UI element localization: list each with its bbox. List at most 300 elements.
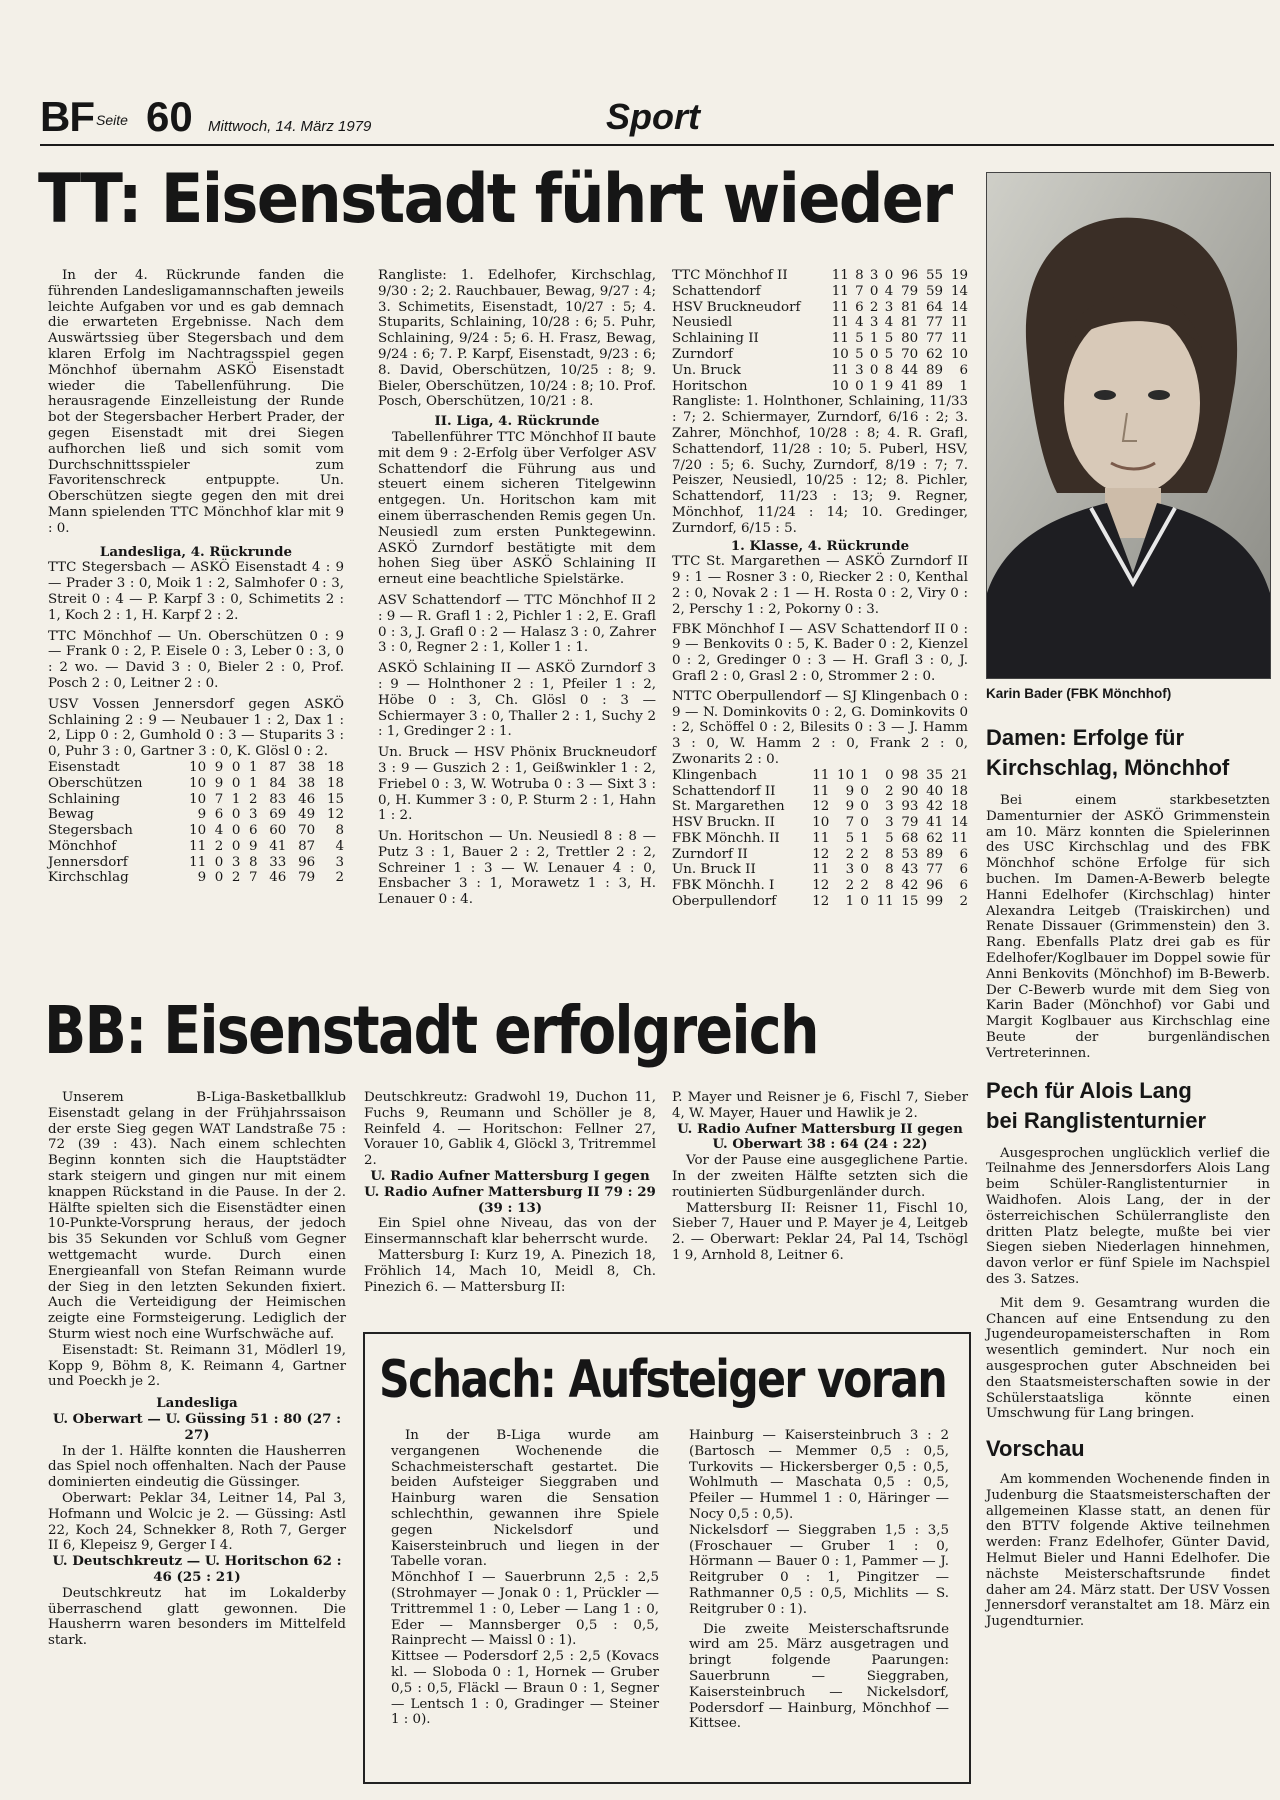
bb-match-2-text: Deutschkreutz hat im Lokalderby überraschend glatt gewonnen. Die Hausherrn waren besonders im Mittelfeld stark. [48, 1585, 346, 1649]
tt-liga2-intro: Tabellenführer TTC Mönchhof II baute mit dem 9 : 2-Erfolg über Verfolger ASV Schattendorf die Führung aus und steuert einem sicheren Titelgewinn entgegen. Un. Horitschon kam mit einem überraschenden Remis gegen Un. Neusiedl zum ersten Punktegewinn. ASKÖ Zurndorf bestätigte mit dem hohen Sieg über ASKÖ Schlaining II erneut eine beachtliche Spielstärke. [378, 429, 656, 588]
pech-paragraph-1: Ausgesprochen unglücklich verlief die Teilnahme des Jennersdorfers Alois Lang beim Schüler-Ranglistenturnier in Waidhofen. Alois Lang, der in der österreichischen Schülerrangliste den dritten Platz belegte, mußte bei vier Siegen sieben Niederlagen hinnehmen, davon verlor er fünf Spiele im Nachspiel des 3. Satzes. [986, 1145, 1270, 1287]
stat-cell: 1 [249, 759, 258, 775]
stat-cell: 2 [845, 846, 855, 862]
standings-row [672, 815, 968, 831]
stat-cell: 4 [335, 838, 344, 854]
stat-cell: 11 [812, 830, 830, 846]
stat-cell: 40 [926, 783, 944, 799]
team-name: Mönchhof [48, 838, 117, 854]
stat-cell: 9 [197, 807, 207, 823]
stat-cell: 14 [950, 815, 968, 831]
stat-cell: 3 [335, 854, 344, 870]
stat-cell: 15 [901, 894, 919, 910]
team-name: Schlaining [48, 791, 120, 807]
standings-row [48, 760, 344, 776]
standings-row [672, 268, 968, 284]
stat-cell: 0 [860, 862, 869, 878]
stat-cell: 41 [269, 838, 287, 854]
standings-row [672, 284, 968, 300]
tt-column-3 [672, 268, 968, 910]
stat-cell: 2 [869, 299, 879, 315]
stat-cell: 8 [885, 862, 894, 878]
bb-subhead-landesliga: Landesliga [156, 1395, 238, 1412]
stat-cell: 4 [855, 315, 864, 331]
stat-cell: 1 [959, 378, 968, 394]
stat-cell: 9 [214, 759, 224, 775]
standings-row [672, 799, 968, 815]
standings-row [48, 776, 344, 792]
stat-cell: 6 [959, 878, 968, 894]
stat-cell: 11 [831, 331, 849, 347]
stat-cell: 99 [926, 894, 944, 910]
stat-cell: 79 [901, 283, 919, 299]
damen-text: Bei einem starkbesetzten Damenturnier der ASKÖ Grimmenstein am 10. März konnten die Spielerinnen des USC Kirchschlag und des FBK Mönchhof schöne Erfolge für sich buchen. Im Damen-A-Bewerb belegte Hanni Edelhofer (Kirchschlag) hinter Alexandra Leitgeb (Traiskirchen) und Renate Dissauer (Grimmenstein) den 3. Rang. Ebenfalls Platz drei gab es für Edelhofer/Koglbauer im Doppel sowie für Anni Benkovits (Mönchhof) im B-Bewerb. Der C-Bewerb wurde mit dem Sieg von Karin Bader (Mönchhof) vor Gabi und Margit Koglbauer aus Kirchschlag eine Beute der burgenländischen Vertreterinnen. [986, 793, 1270, 1061]
stat-cell: 6 [214, 807, 224, 823]
stat-cell: 15 [326, 791, 344, 807]
stat-cell: 0 [231, 775, 241, 791]
stat-cell: 9 [214, 775, 224, 791]
portrait-photo [986, 172, 1271, 679]
stat-cell: 0 [214, 870, 224, 886]
tt-match-8: TTC St. Margarethen — ASKÖ Zurndorf II 9 : 1 — Rosner 3 : 0, Riecker 2 : 0, Kenthal 2 : 0, Novak 2 : 1 — H. Rosta 0 : 2, Viry 0 : 2, Perschy 1 : 2, Pokorny 0 : 3. [672, 554, 968, 617]
stat-cell: 98 [901, 767, 919, 783]
standings-row [672, 363, 968, 379]
stat-cell: 0 [885, 767, 894, 783]
tt-match-3: USV Vossen Jennersdorf gegen ASKÖ Schlaining 2 : 9 — Neubauer 1 : 2, Dax 1 : 2, Lipp 0 : 2, Gumhold 0 : 3 — Stuparits 3 : 0, Puhr 3 : 0, Gartner 3 : 0, K. Glösl 0 : 2. [48, 696, 344, 760]
standings-row [48, 855, 344, 871]
bb-intro: Unserem B-Liga-Basketballklub Eisenstadt gelang in der Frühjahrssaison der erste Sieg gegen WAT Landstraße 75 : 72 (39 : 43). Nach einem schlechten Beginn konnten sich die Hauptstädter stark steigern und gingen nur mit einem knappen Rückstand in die Pause. In der 2. Hälfte spielten sich die Eisenstädter einen 10-Punkte-Vorsprung heraus, der jedoch bis 35 Sekunden vor Schluß vom Gegner wettgemacht wurde. Durch einen Energieanfall von Stefan Reimann wurde der Sieg in den letzten Sekunden fixiert. Auch die Verteidigung der Heimischen zeigte eine Formsteigerung. Lediglich der Sturm wiest noch eine Wurfschwäche auf. [48, 1090, 346, 1342]
stat-cell: 46 [269, 870, 287, 886]
stat-cell: 1 [869, 331, 879, 347]
team-name: Un. Bruck [672, 362, 741, 378]
stat-cell: 77 [925, 331, 944, 347]
stat-cell: 44 [901, 362, 919, 378]
bb-column-3 [672, 1090, 968, 1264]
team-name: Bewag [48, 807, 94, 823]
team-name: Stegersbach [48, 823, 133, 839]
stat-cell: 0 [869, 346, 879, 362]
team-name: Schlaining II [672, 331, 759, 347]
standings-row [672, 768, 968, 784]
stat-cell: 0 [860, 799, 869, 815]
stat-cell: 11 [812, 767, 830, 783]
stat-cell: 2 [335, 870, 344, 886]
stat-cell: 19 [950, 268, 968, 283]
stat-cell: 11 [831, 362, 849, 378]
tt-match-2: TTC Mönchhof — Un. Oberschützen 0 : 9 — Frank 0 : 2, P. Eisele 0 : 3, Leber 0 : 3, 0 : 2 wo. — David 3 : 0, Bieler 2 : 0, Prof. Posch 2 : 0, Leitner 2 : 0. [48, 628, 344, 691]
standings-row [672, 831, 968, 847]
team-name: Neusiedl [672, 315, 733, 331]
stat-cell: 7 [855, 283, 864, 299]
stat-cell: 12 [812, 846, 830, 862]
stat-cell: 3 [869, 315, 879, 331]
tt-subhead-klasse1: 1. Klasse, 4. Rückrunde [730, 537, 910, 554]
landesliga-table [48, 760, 344, 886]
stat-cell: 11 [812, 783, 830, 799]
stat-cell: 77 [926, 862, 944, 878]
stat-cell: 80 [901, 331, 919, 347]
pech-headline-2: bei Ranglistenturnier [986, 1107, 1207, 1133]
stat-cell: 11 [950, 315, 968, 331]
stat-cell: 93 [901, 799, 919, 815]
stat-cell: 49 [298, 807, 316, 823]
stat-cell: 81 [901, 299, 919, 315]
bb-match-3-text: Ein Spiel ohne Niveau, das von der Einsermannschaft klar beherrscht wurde. [364, 1216, 656, 1248]
stat-cell: 11 [876, 894, 894, 910]
sidebar [986, 723, 1270, 1630]
stat-cell: 18 [950, 799, 968, 815]
tt-match-10: NTTC Oberpullendorf — SJ Klingenbach 0 : 9 — N. Dominkovits 0 : 2, G. Dominkovits 0 : 2, Schöffel 0 : 2, Bilesits 0 : 3 — J. Hamm 3 : 0, W. Hamm 2 : 0, Frank 2 : 0, Zwonarits 2 : 0. [672, 688, 968, 767]
stat-cell: 21 [950, 767, 968, 783]
section-title: Sport [606, 96, 700, 137]
vorschau-text: Am kommenden Wochenende finden in Judenburg die Staatsmeisterschaften der allgemeinen Klasse statt, an denen für den BTTV folgende Aktive teilnehmen werden: Franz Edelhofer, Günter David, Helmut Bieler und Hanni Edelhofer. Die nächste Meisterschaftsrunde findet daher am 24. März statt. Der USV Vossen Jennersdorf veranstaltet am 18. März ein Jugendturnier. [986, 1472, 1270, 1630]
team-name: Kirchschlag [48, 870, 129, 886]
stat-cell: 5 [855, 346, 864, 362]
stat-cell: 9 [845, 783, 855, 799]
stat-cell: 3 [231, 854, 241, 870]
stat-cell: 79 [298, 870, 316, 886]
stat-cell: 18 [326, 775, 344, 791]
stat-cell: 38 [298, 775, 316, 791]
tt-match-6: Un. Bruck — HSV Phönix Bruckneudorf 3 : 9 — Guszich 2 : 1, Geißwinkler 1 : 2, Friebel 0 : 3, W. Wotruba 0 : 3 — Sixt 3 : 0, H. Kummer 3 : 0, P. Sturm 2 : 1, Hahn 1 : 2. [378, 745, 656, 824]
stat-cell: 0 [231, 759, 241, 775]
stat-cell: 11 [831, 299, 849, 315]
stat-cell: 11 [812, 862, 830, 878]
stat-cell: 4 [884, 315, 894, 331]
stat-cell: 10 [189, 775, 207, 791]
stat-cell: 55 [925, 268, 944, 283]
bb-match-3-scorers-cont: P. Mayer und Reisner je 6, Fischl 7, Sieber 4, W. Mayer, Hauer und Hawlik je 2. [672, 1090, 968, 1121]
stat-cell: 3 [885, 799, 894, 815]
bb-match-3: U. Radio Aufner Mattersburg I gegen U. Radio Aufner Mattersburg II 79 : 29 (39 : 13) [364, 1167, 656, 1216]
stat-cell: 43 [901, 862, 919, 878]
standings-row [48, 839, 344, 855]
stat-cell: 5 [884, 331, 894, 347]
stat-cell: 12 [812, 894, 830, 910]
team-name: Schattendorf II [672, 783, 776, 799]
stat-cell: 10 [831, 378, 849, 394]
stat-cell: 6 [959, 862, 968, 878]
stat-cell: 7 [845, 815, 855, 831]
tt-rangliste-1: Rangliste: 1. Edelhofer, Kirchschlag, 9/30 : 2; 2. Rauchbauer, Bewag, 9/27 : 4; 3. Schimetits, Eisenstadt, 10/27 : 5; 4. Stuparits, Schlaining, 10/28 : 6; 5. Puhr, Schlaining, 9/24 : 5; 6. H. Frasz, Bewag, 9/24 : 6; 7. P. Karpf, Eisenstadt, 9/23 : 6; 8. David, Oberschützen, 10/25 : 8; 9. Bieler, Oberschützen, 10/24 : 8; 10. Prof. Posch, Oberschützen, 10/21 : 8. [378, 268, 656, 410]
team-name: St. Margarethen [672, 799, 785, 815]
damen-headline-1: Damen: Erfolge für [986, 725, 1185, 750]
stat-cell: 9 [845, 799, 855, 815]
standings-row [672, 300, 968, 316]
stat-cell: 59 [925, 283, 944, 299]
stat-cell: 35 [926, 767, 944, 783]
team-name: Eisenstadt [48, 759, 120, 775]
liga2-table [672, 268, 968, 394]
pech-article [986, 1146, 1270, 1423]
pech-paragraph-2: Mit dem 9. Gesamtrang wurden die Chancen auf eine Entsendung zu den Jugendeuropameisterschaften in Rom wesentlich gemindert. Nur noch ein ausgesprochen guter Abschneiden bei den Staatsmeisterschaften sowie in der Schülerstaatsliga könnte einen Umschwung für Lang bringen. [986, 1295, 1270, 1422]
team-name: Jennersdorf [48, 854, 128, 870]
stat-cell: 0 [860, 815, 869, 831]
stat-cell: 2 [214, 838, 224, 854]
schach-match-2: Kittsee — Podersdorf 2,5 : 2,5 (Kovacs kl. — Sloboda 0 : 1, Hornek — Gruber 0,5 : 0,5, Fläckl — Braun 0 : 1, Segner — Lentsch 1 : 0, Gradinger — Steiner 1 : 0). [391, 1649, 659, 1728]
stat-cell: 8 [249, 854, 258, 870]
stat-cell: 96 [298, 854, 316, 870]
stat-cell: 18 [950, 783, 968, 799]
tt-subhead-landesliga: Landesliga, 4. Rückrunde [99, 543, 293, 560]
stat-cell: 0 [231, 838, 241, 854]
stat-cell: 70 [298, 823, 316, 839]
stat-cell: 81 [901, 315, 919, 331]
stat-cell: 96 [926, 878, 944, 894]
stat-cell: 69 [269, 807, 287, 823]
tt-column-1 [48, 268, 344, 886]
bb-match-3-scorers: Mattersburg I: Kurz 19, A. Pinezich 18, Fröhlich 14, Mach 10, Meidl 8, Ch. Pinezich 6. — Mattersburg II: [364, 1247, 656, 1295]
team-name: HSV Bruckneudorf [672, 299, 801, 315]
stat-cell: 68 [901, 830, 919, 846]
bb-match-1-text: In der 1. Hälfte konnten die Hausherren das Spiel noch offenhalten. Nach der Pause dominierten eindeutig die Güssinger. [48, 1443, 346, 1491]
team-name: Horitschon [672, 378, 748, 394]
stat-cell: 1 [860, 830, 869, 846]
stat-cell: 8 [335, 823, 344, 839]
tt-match-5: ASKÖ Schlaining II — ASKÖ Zurndorf 3 : 9 — Holnthoner 2 : 1, Pfeiler 1 : 2, Höbe 0 : 3, Ch. Glösl 0 : 3 — Schiermayer 3 : 0, Thaller 2 : 1, Suchy 2 : 1, Gredinger 2 : 1. [378, 661, 656, 740]
stat-cell: 11 [831, 268, 849, 283]
bb-match-1: U. Oberwart — U. Güssing 51 : 80 (27 : 27) [52, 1410, 342, 1443]
page-number: 60 [146, 93, 193, 140]
stat-cell: 5 [885, 830, 894, 846]
stat-cell: 0 [860, 783, 869, 799]
stat-cell: 5 [884, 346, 894, 362]
team-name: TTC Mönchhof II [672, 268, 788, 283]
portrait-illustration [987, 173, 1270, 678]
stat-cell: 33 [269, 854, 287, 870]
bb-match-4-text: Vor der Pause eine ausgeglichene Partie. In der zweiten Hälfte setzten sich die routinierten Südburgenländer durch. [672, 1153, 968, 1200]
stat-cell: 0 [231, 807, 241, 823]
stat-cell: 5 [855, 331, 864, 347]
schach-intro: In der B-Liga wurde am vergangenen Wochenende die Schachmeisterschaft gestartet. Die beiden Aufsteiger Sieggraben und Hainburg waren die Sensation schlechthin, gewannen ihre Spiele gegen Nickelsdorf und Kaisersteinbruch und liegen in der Tabelle voran. [391, 1428, 659, 1570]
pech-headline-1: Pech für Alois Lang [986, 1077, 1192, 1103]
standings-row [672, 347, 968, 363]
stat-cell: 6 [959, 362, 968, 378]
stat-cell: 87 [298, 838, 316, 854]
stat-cell: 38 [298, 759, 316, 775]
stat-cell: 1 [231, 791, 241, 807]
schach-match-3: Hainburg — Kaisersteinbruch 3 : 2 (Bartosch — Memmer 0,5 : 0,5, Turkovits — Hickersberger 0,5 : 0,5, Wohlmuth — Maschata 0,5 : 0,5, Pfeiler — Hummel 1 : 0, Häringer — Nocy 0,5 : 0,5). [689, 1428, 949, 1522]
page-label: Seite [96, 112, 128, 128]
stat-cell: 0 [869, 362, 879, 378]
stat-cell: 53 [901, 846, 919, 862]
tt-match-1: TTC Stegersbach — ASKÖ Eisenstadt 4 : 9 — Prader 3 : 0, Moik 1 : 2, Salmhofer 0 : 3, Streit 0 : 4 — P. Karpf 3 : 0, Schimetits 2 : 1, Koch 2 : 1, H. Karpf 2 : 2. [48, 560, 344, 623]
paper-logo: BF [40, 93, 94, 140]
bb-match-2-scorers: Deutschkreutz: Gradwohl 19, Duchon 11, Fuchs 9, Reumann und Schöller je 8, Reinfeld 4. — Horitschon: Fellner 27, Vorauer 10, Gablik 4, Glöckl 3, Tritremmel 2. [364, 1090, 656, 1169]
stat-cell: 8 [855, 268, 864, 283]
team-name: HSV Bruckn. II [672, 815, 775, 831]
bb-column-1 [48, 1090, 346, 1649]
stat-cell: 7 [249, 870, 258, 886]
team-name: Zurndorf [672, 346, 733, 362]
tt-rangliste-2: Rangliste: 1. Holnthoner, Schlaining, 11/33 : 7; 2. Schiermayer, Zurndorf, 6/16 : 2; 3. Zahrer, Mönchhof, 10/28 : 8; 4. R. Grafl, Schattendorf, 11/28 : 10; 5. Puberl, HSV, 7/20 : 5; 6. Suchy, Zurndorf, 8/19 : 7; 7. Peiszer, Neusiedl, 10/25 : 12; 8. Pichler, Schattendorf, 11/23 : 13; 9. Regner, Mönchhof, 11/24 : 14; 10. Gredinger, Zurndorf, 6/15 : 5. [672, 394, 968, 536]
team-name: Schattendorf [672, 283, 761, 299]
tt-headline: TT: Eisenstadt führt wieder [38, 160, 952, 239]
stat-cell: 10 [831, 346, 849, 362]
stat-cell: 4 [214, 823, 224, 839]
stat-cell: 0 [231, 823, 241, 839]
stat-cell: 0 [860, 894, 869, 910]
stat-cell: 2 [860, 878, 869, 894]
stat-cell: 3 [884, 299, 894, 315]
stat-cell: 12 [812, 878, 830, 894]
stat-cell: 11 [189, 854, 207, 870]
stat-cell: 1 [869, 378, 879, 394]
stat-cell: 42 [901, 878, 919, 894]
stat-cell: 2 [231, 870, 241, 886]
stat-cell: 96 [901, 268, 919, 283]
stat-cell: 18 [326, 759, 344, 775]
stat-cell: 46 [298, 791, 316, 807]
issue-date: Mittwoch, 14. März 1979 [208, 118, 372, 135]
stat-cell: 84 [269, 775, 287, 791]
tt-subhead-liga2: II. Liga, 4. Rückrunde [434, 413, 600, 430]
tt-match-4: ASV Schattendorf — TTC Mönchhof II 2 : 9 — R. Grafl 1 : 2, Pichler 1 : 2, E. Grafl 0 : 3, J. Grafl 0 : 2 — Halasz 3 : 0, Zahrer 3 : 0, Regner 2 : 1, Koller 1 : 1. [378, 592, 656, 656]
stat-cell: 8 [885, 846, 894, 862]
stat-cell: 89 [926, 846, 944, 862]
bb-match-2: U. Deutschkreutz — U. Horitschon 62 : 46 (25 : 21) [52, 1553, 342, 1585]
team-name: Zurndorf II [672, 846, 748, 862]
stat-cell: 79 [901, 815, 919, 831]
schach-column-1 [391, 1428, 659, 1728]
stat-cell: 12 [326, 807, 344, 823]
stat-cell: 1 [860, 767, 869, 783]
tt-match-9: FBK Mönchhof I — ASV Schattendorf II 0 : 9 — Benkovits 0 : 5, K. Bader 0 : 2, Kienzel 0 : 2, Gredinger 0 : 3 — H. Grafl 3 : 0, J. Grafl 2 : 0, Grasl 2 : 0, Strommer 2 : 0. [672, 621, 968, 684]
stat-cell: 2 [959, 894, 968, 910]
team-name: FBK Mönchh. II [672, 830, 780, 846]
stat-cell: 10 [189, 759, 207, 775]
stat-cell: 90 [901, 783, 919, 799]
team-name: FBK Mönchh. I [672, 878, 775, 894]
bb-match-1-scorers: Oberwart: Peklar 34, Leitner 14, Pal 3, Hofmann und Wolcic je 2. — Güssing: Astl 22, Koch 24, Schnekker 8, Roth 7, Gerger II 6, Klepeisz 9, Gerger I 4. [48, 1490, 346, 1554]
stat-cell: 12 [812, 799, 830, 815]
bb-eisenstadt-scorers: Eisenstadt: St. Reimann 31, Mödlerl 19, Kopp 9, Böhm 8, K. Reimann 4, Gartner und Poeckh je 2. [48, 1342, 346, 1390]
klasse1-table [672, 768, 968, 910]
stat-cell: 11 [831, 283, 849, 299]
stat-cell: 2 [860, 846, 869, 862]
stat-cell: 8 [885, 878, 894, 894]
stat-cell: 77 [925, 315, 944, 331]
stat-cell: 41 [901, 378, 919, 394]
team-name: Un. Bruck II [672, 862, 756, 878]
stat-cell: 5 [845, 830, 855, 846]
standings-row [672, 784, 968, 800]
stat-cell: 89 [925, 378, 944, 394]
stat-cell: 87 [269, 759, 287, 775]
schach-box [363, 1332, 971, 1784]
stat-cell: 1 [845, 894, 855, 910]
stat-cell: 2 [885, 783, 894, 799]
stat-cell: 3 [869, 268, 879, 283]
stat-cell: 9 [884, 378, 894, 394]
standings-row [48, 823, 344, 839]
stat-cell: 70 [901, 346, 919, 362]
bb-headline: BB: Eisenstadt erfolgreich [44, 992, 818, 1069]
damen-article [986, 793, 1270, 1062]
schach-column-2 [689, 1428, 949, 1732]
standings-row [48, 792, 344, 808]
stat-cell: 11 [831, 315, 849, 331]
tt-intro: In der 4. Rückrunde fanden die führenden Landesligamannschaften jeweils leichte Aufgaben vor und es gab demnach die erwarteten Ergebnisse. Nach dem Auswärtssieg über Stegersbach und dem klaren Erfolg im Nachtragsspiel gegen Mönchhof übernahm ASKÖ Eisenstadt wieder die Tabellenführung. Die herausragende Einzelleistung der Runde bot der Stegersbacher Herbert Prader, der gegen Eisenstadt mit drei Siegen aufhorchen ließ und sich somit vom Durchschnittsspieler zum Favoritenschreck entpuppte. Un. Oberschützen siegte gegen den mit drei Mann spielenden TTC Mönchhof klar mit 9 : 0. [48, 268, 344, 536]
stat-cell: 0 [855, 378, 864, 394]
stat-cell: 6 [249, 823, 258, 839]
bb-column-2 [364, 1090, 656, 1295]
stat-cell: 62 [925, 346, 944, 362]
vorschau-article [986, 1472, 1270, 1630]
tt-column-2 [378, 268, 656, 908]
bb-match-4: U. Radio Aufner Mattersburg II gegen U. Oberwart 38 : 64 (24 : 22) [677, 1120, 963, 1153]
stat-cell: 89 [925, 362, 944, 378]
stat-cell: 7 [214, 791, 224, 807]
schach-match-1: Mönchhof I — Sauerbrunn 2,5 : 2,5 (Strohmayer — Jonak 0 : 1, Prückler — Trittremmel 1 : 0, Leber — Lang 1 : 0, Eder — Mannsberger 0,5 : 0,5, Rainprecht — Maissl 0 : 1). [391, 1570, 659, 1649]
schach-outlook: Die zweite Meisterschaftsrunde wird am 25. März ausgetragen und bringt folgende Paarungen: Sauerbrunn — Sieggraben, Kaisersteinbruch — Nickelsdorf, Podersdorf — Hainburg, Mönchhof — Kittsee. [689, 1621, 949, 1732]
stat-cell: 6 [959, 846, 968, 862]
standings-row [672, 315, 968, 331]
standings-row [672, 331, 968, 347]
stat-cell: 10 [189, 791, 207, 807]
stat-cell: 8 [884, 362, 894, 378]
team-name: Oberpullendorf [672, 894, 777, 910]
stat-cell: 11 [950, 830, 968, 846]
stat-cell: 3 [249, 807, 258, 823]
stat-cell: 42 [926, 799, 944, 815]
damen-headline-2: Kirchschlag, Mönchhof [986, 755, 1230, 780]
stat-cell: 41 [926, 815, 944, 831]
stat-cell: 64 [925, 299, 944, 315]
stat-cell: 10 [189, 823, 207, 839]
schach-match-4: Nickelsdorf — Sieggraben 1,5 : 3,5 (Froschauer — Gruber 1 : 0, Hörmann — Bauer 0 : 1, Pammer — J. Reitgruber 0 : 1, Pingitzer — Rathmanner 0,5 : 0,5, Michlits — S. Reitgruber 0 : 1). [689, 1522, 949, 1617]
standings-row [672, 379, 968, 395]
stat-cell: 3 [855, 362, 864, 378]
stat-cell: 9 [197, 870, 207, 886]
stat-cell: 0 [214, 854, 224, 870]
standings-row [672, 878, 968, 894]
stat-cell: 6 [855, 299, 864, 315]
stat-cell: 2 [249, 791, 258, 807]
stat-cell: 10 [812, 815, 830, 831]
stat-cell: 83 [269, 791, 287, 807]
stat-cell: 0 [884, 268, 894, 283]
stat-cell: 11 [950, 331, 968, 347]
stat-cell: 3 [885, 815, 894, 831]
stat-cell: 4 [884, 283, 894, 299]
stat-cell: 14 [950, 299, 968, 315]
stat-cell: 60 [269, 823, 287, 839]
stat-cell: 11 [189, 838, 207, 854]
vorschau-headline: Vorschau [986, 1436, 1085, 1462]
stat-cell: 1 [249, 775, 258, 791]
stat-cell: 3 [845, 862, 855, 878]
team-name: Klingenbach [672, 767, 757, 783]
stat-cell: 2 [845, 878, 855, 894]
standings-row [672, 847, 968, 863]
stat-cell: 10 [950, 346, 968, 362]
stat-cell: 14 [950, 283, 968, 299]
stat-cell: 62 [926, 830, 944, 846]
team-name: Oberschützen [48, 775, 143, 791]
standings-row [48, 870, 344, 886]
standings-row [672, 894, 968, 910]
stat-cell: 9 [249, 838, 258, 854]
bb-match-4-scorers: Mattersburg II: Reisner 11, Fischl 10, Sieber 7, Hauer und P. Mayer je 4, Leitgeb 2. — Oberwart: Peklar 24, Pal 14, Tschögl 1 9, Arnhold 8, Leitner 6. [672, 1200, 968, 1263]
tt-match-7: Un. Horitschon — Un. Neusiedl 8 : 8 — Putz 3 : 1, Bauer 2 : 2, Trettler 2 : 2, Schreiner 1 : 3 — W. Lenauer 4 : 0, Ensbacher 3 : 1, Morawetz 1 : 3, H. Lenauer 0 : 4. [378, 829, 656, 908]
stat-cell: 0 [869, 283, 879, 299]
standings-row [48, 807, 344, 823]
masthead-rule [40, 144, 1274, 146]
standings-row [672, 862, 968, 878]
photo-caption: Karin Bader (FBK Mönchhof) [986, 686, 1172, 701]
stat-cell: 10 [837, 767, 855, 783]
